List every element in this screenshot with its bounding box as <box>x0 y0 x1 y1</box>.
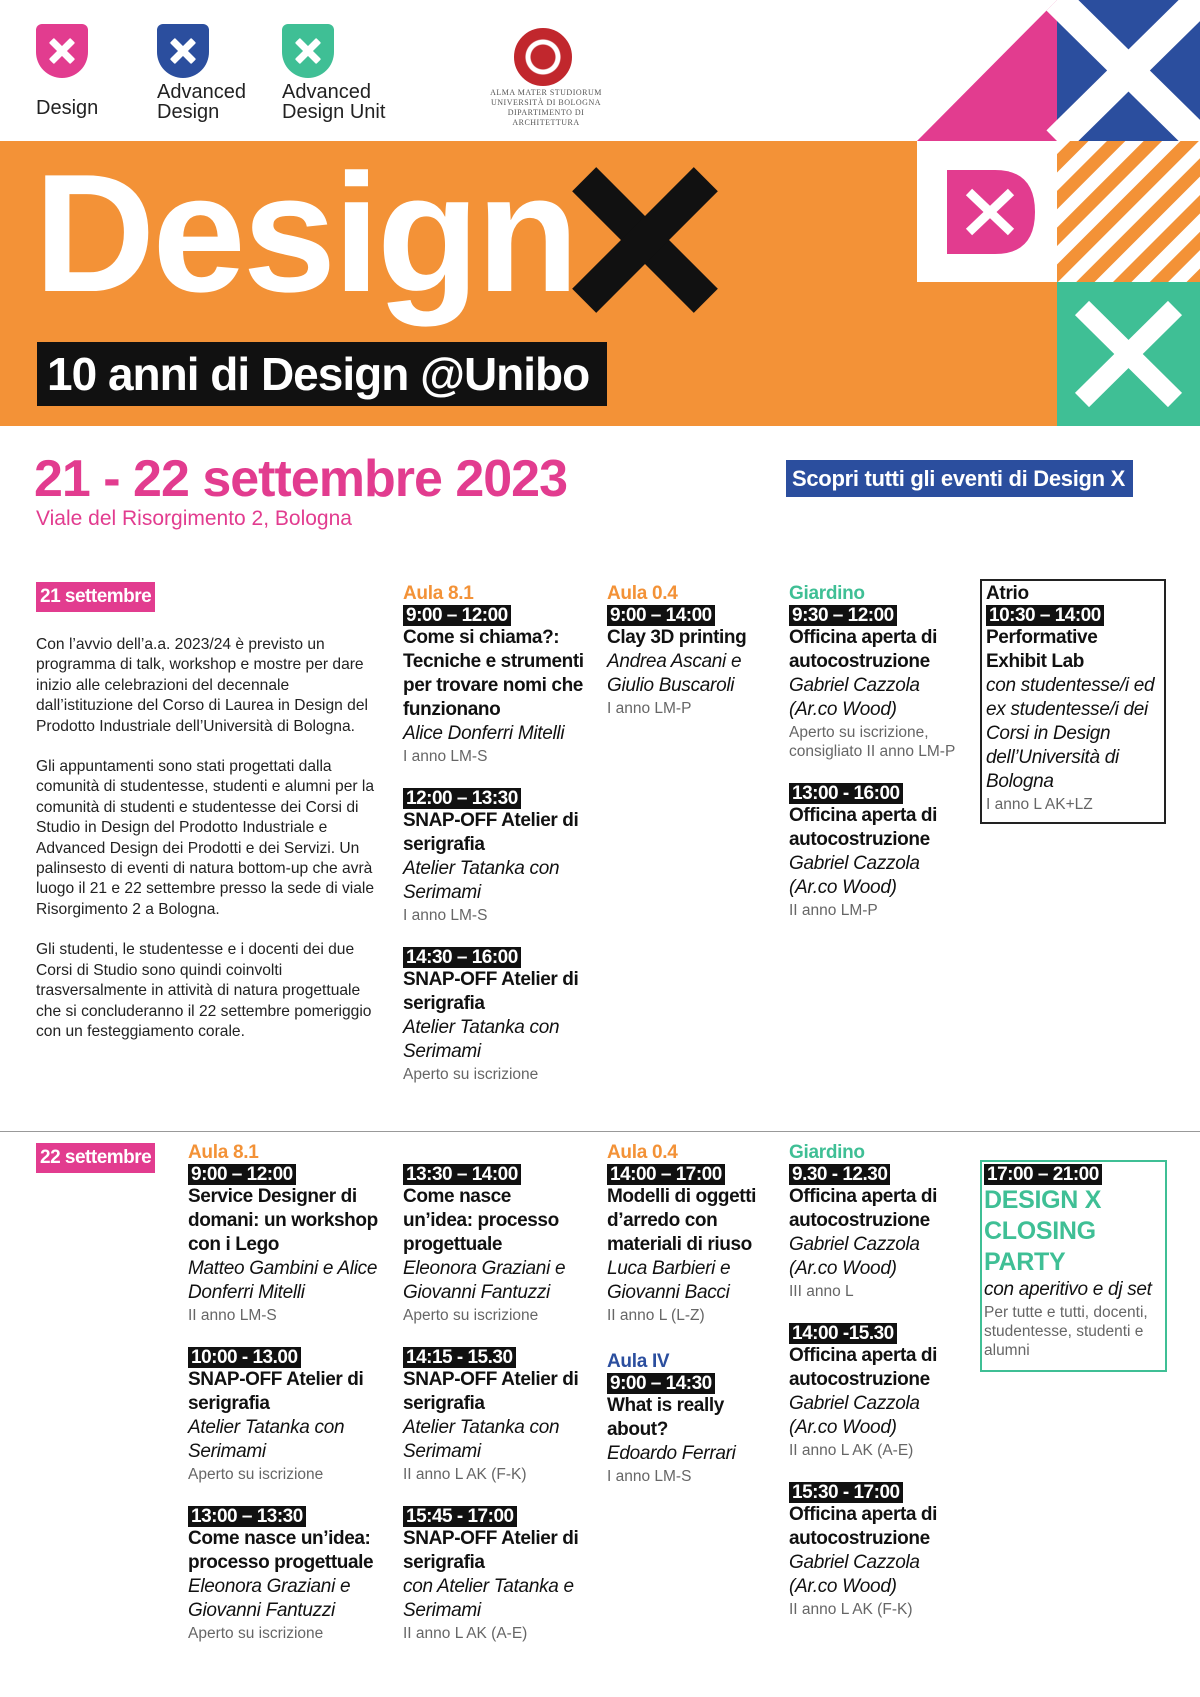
event-time: 17:00 – 21:00 <box>984 1164 1102 1185</box>
logo-label: Design <box>36 97 99 119</box>
schedule-column-giardino <box>789 1142 969 1641</box>
section-divider <box>0 1131 1200 1132</box>
event-item <box>188 1347 388 1484</box>
close-icon <box>282 24 334 78</box>
intro-paragraph: Gli studenti, le studentesse e i docenti dei due Corsi di Studio sono quindi coinvolti trasversalmente in attività di natura progettuale che si concluderanno il 22 settembre pomeriggio con un festeggiamento corale. <box>36 941 372 1040</box>
event-title: SNAP-OFF Atelier di serigrafia <box>403 1369 579 1414</box>
intro-paragraph: Con l’avvio dell’a.a. 2023/24 è previsto un programma di talk, workshop e mostre per dare inizio alle celebrazioni del decennale dall’istituzione del Corso di Laurea in Design del Prodotto Industriale dell’Università di Bologna. <box>36 636 368 735</box>
event-person: Eleonora Graziani e Giovanni Fantuzzi <box>188 1576 351 1621</box>
event-note: II anno L AK (F-K) <box>789 1601 913 1618</box>
university-name: ALMA MATER STUDIORUM UNIVERSITÀ DI BOLOGNA DIPARTIMENTO DI ARCHITETTURA <box>490 88 602 127</box>
event-note: II anno L AK (A-E) <box>403 1625 528 1642</box>
event-title: Officina aperta di autocostruzione <box>789 1345 938 1390</box>
event-note: Aperto su iscrizione <box>188 1466 324 1483</box>
event-time: 9.30 - 12.30 <box>789 1164 890 1185</box>
event-time: 9:00 – 14:00 <box>607 605 715 626</box>
venue-label: Aula 8.1 <box>188 1142 259 1163</box>
event-title: SNAP-OFF Atelier di serigrafia <box>403 1528 579 1573</box>
event-title: SNAP-OFF Atelier di serigrafia <box>188 1369 364 1414</box>
event-note: I anno L AK+LZ <box>986 796 1093 813</box>
venue-label: Giardino <box>789 583 865 604</box>
event-title: Performative Exhibit Lab <box>986 627 1098 672</box>
event-note: II anno L (L-Z) <box>607 1307 705 1324</box>
event-person: Luca Barbieri e Giovanni Bacci <box>607 1258 731 1303</box>
schedule-column-aula81-continued <box>403 1164 583 1665</box>
event-note: I anno LM-S <box>607 1468 692 1485</box>
event-note: II anno L AK (F-K) <box>403 1466 527 1483</box>
event-item <box>607 1373 773 1486</box>
page-title: Design <box>34 139 577 327</box>
event-note: II anno LM-P <box>789 902 878 919</box>
event-item <box>789 605 969 761</box>
event-person: Andrea Ascani e Giulio Buscaroli <box>607 651 742 696</box>
event-title: Come nasce un’idea: processo progettuale <box>188 1528 374 1573</box>
schedule-column-giardino <box>789 583 969 942</box>
logo-label: Advanced <box>157 81 246 103</box>
event-item <box>403 1506 583 1643</box>
decorative-graphic <box>917 0 1200 426</box>
event-time: 13:00 - 16:00 <box>789 783 903 804</box>
event-title: Come si chiama?: Tecniche e strumenti per trovare nomi che funzionano <box>403 627 584 720</box>
event-title: SNAP-OFF Atelier di serigrafia <box>403 969 579 1014</box>
event-time: 15:30 - 17:00 <box>789 1482 903 1503</box>
event-item <box>403 947 603 1084</box>
logo-label: Design Unit <box>282 101 386 123</box>
close-icon <box>36 24 88 78</box>
schedule-column-aula04 <box>607 1142 773 1508</box>
events-link-button[interactable]: Scopri tutti gli eventi di Design X <box>786 460 1133 497</box>
event-time: 13:00 – 13:30 <box>188 1506 306 1527</box>
venue-label: Atrio <box>986 583 1029 604</box>
event-title: Officina aperta di autocostruzione <box>789 627 938 672</box>
intro-paragraph: Gli appuntamenti sono stati progettati dalla comunità di studentesse, studenti e alumni per la comunità di studenti e studentesse dei Corsi di Studio in Design del Prodotto Industriale e Advanced Design dei Prodotti e dei Servizi. Un palinsesto di eventi di natura bottom-up che avrà luogo il 21 e 22 settembre presso la sede di viale Risorgimento 2 a Bologna. <box>36 758 375 918</box>
event-person: Gabriel Cazzola (Ar.co Wood) <box>789 675 920 720</box>
event-title: Modelli di oggetti d’arredo con materiali di riuso <box>607 1186 757 1255</box>
intro-text <box>36 635 386 1062</box>
event-time: 15:45 - 17:00 <box>403 1506 517 1527</box>
event-note: I anno LM-S <box>403 748 488 765</box>
logo-label: Advanced <box>282 81 371 103</box>
event-item <box>789 783 969 920</box>
event-person: Atelier Tatanka con Serimami <box>403 1417 560 1462</box>
close-icon <box>575 170 715 310</box>
event-title: Officina aperta di autocostruzione <box>789 805 938 850</box>
event-time: 9:30 – 12:00 <box>789 605 897 626</box>
venue-label: Aula IV <box>607 1351 670 1372</box>
event-time: 9:00 – 12:00 <box>403 605 511 626</box>
event-person: Eleonora Graziani e Giovanni Fantuzzi <box>403 1258 566 1303</box>
venue-label: Giardino <box>789 1142 865 1163</box>
event-item <box>403 605 603 766</box>
event-item <box>789 1164 969 1301</box>
event-title: Come nasce un’idea: processo progettuale <box>403 1186 559 1255</box>
event-person: con Atelier Tatanka e Serimami <box>403 1576 574 1621</box>
event-person: Gabriel Cazzola (Ar.co Wood) <box>789 1552 920 1597</box>
event-item <box>789 1482 969 1619</box>
event-item <box>607 1164 773 1325</box>
event-time: 9:00 – 14:30 <box>607 1373 715 1394</box>
event-note: III anno L <box>789 1283 854 1300</box>
event-note: II anno LM-S <box>188 1307 277 1324</box>
event-address: Viale del Risorgimento 2, Bologna <box>36 507 352 530</box>
event-time: 14:15 - 15.30 <box>403 1347 516 1368</box>
schedule-column-aula81 <box>403 583 603 1106</box>
venue-label: Aula 0.4 <box>607 1142 678 1163</box>
event-title: Service Designer di domani: un workshop con i Lego <box>188 1186 378 1255</box>
logo-label: Design <box>157 101 220 123</box>
venue-label: Aula 8.1 <box>403 583 474 604</box>
event-note: Aperto su iscrizione, consigliato II anno LM-P <box>789 724 956 760</box>
event-item <box>188 1506 388 1643</box>
event-time: 13:30 – 14:00 <box>403 1164 521 1185</box>
event-item <box>607 605 767 718</box>
event-note: Aperto su iscrizione <box>403 1307 539 1324</box>
event-time: 12:00 – 13:30 <box>403 788 521 809</box>
event-note: Per tutte e tutti, docenti, studentesse, studenti e alumni <box>984 1304 1148 1359</box>
event-person: Atelier Tatanka con Serimami <box>403 1017 560 1062</box>
university-seal-logo <box>514 28 572 86</box>
event-person: Gabriel Cazzola (Ar.co Wood) <box>789 1393 920 1438</box>
event-person: con studentesse/i ed ex studentesse/i dei Corsi in Design dell’Università di Bologna <box>986 675 1155 792</box>
event-title: DESIGN X CLOSING PARTY <box>984 1186 1102 1276</box>
event-title: SNAP-OFF Atelier di serigrafia <box>403 810 579 855</box>
schedule-column-aula81 <box>188 1142 388 1665</box>
venue-label: Aula 0.4 <box>607 583 678 604</box>
event-person: Alice Donferri Mitelli <box>403 723 565 744</box>
day-tag: 21 settembre <box>36 582 155 612</box>
closing-party-box <box>980 1160 1167 1372</box>
event-person: Atelier Tatanka con Serimami <box>188 1417 345 1462</box>
event-note: Aperto su iscrizione <box>403 1066 539 1083</box>
event-person: Gabriel Cazzola (Ar.co Wood) <box>789 853 920 898</box>
event-item <box>789 1323 969 1460</box>
event-note: Aperto su iscrizione <box>188 1625 324 1642</box>
event-person: Matteo Gambini e Alice Donferri Mitelli <box>188 1258 378 1303</box>
event-note: I anno LM-S <box>403 907 488 924</box>
event-dates: 21 - 22 settembre 2023 <box>34 450 568 508</box>
event-person: con aperitivo e dj set <box>984 1279 1152 1300</box>
event-note: I anno LM-P <box>607 700 692 717</box>
close-icon <box>157 24 209 78</box>
event-item <box>188 1164 388 1325</box>
event-time: 10:00 - 13.00 <box>188 1347 301 1368</box>
schedule-column-atrio <box>980 579 1166 824</box>
event-person: Atelier Tatanka con Serimami <box>403 858 560 903</box>
event-item <box>403 1347 583 1484</box>
event-person: Edoardo Ferrari <box>607 1443 736 1464</box>
event-item <box>986 605 1160 814</box>
advanced-design-unit-logo <box>282 24 385 122</box>
event-title: Clay 3D printing <box>607 627 747 648</box>
schedule-column-aula04 <box>607 583 767 740</box>
event-item <box>403 788 603 925</box>
event-time: 14:00 – 17:00 <box>607 1164 725 1185</box>
event-title: Officina aperta di autocostruzione <box>789 1186 938 1231</box>
event-time: 10:30 – 14:00 <box>986 605 1104 626</box>
pattern-graphic <box>917 0 1200 426</box>
advanced-design-logo <box>157 24 246 122</box>
event-time: 14:30 – 16:00 <box>403 947 521 968</box>
event-title: Officina aperta di autocostruzione <box>789 1504 938 1549</box>
event-time: 9:00 – 12:00 <box>188 1164 296 1185</box>
page-subtitle: 10 anni di Design @Unibo <box>37 342 607 406</box>
event-person: Gabriel Cazzola (Ar.co Wood) <box>789 1234 920 1279</box>
day-tag: 22 settembre <box>36 1143 155 1173</box>
design-logo <box>36 24 98 118</box>
event-note: II anno L AK (A-E) <box>789 1442 914 1459</box>
event-title: What is really about? <box>607 1395 724 1440</box>
event-time: 14:00 -15.30 <box>789 1323 897 1344</box>
event-item <box>403 1164 583 1325</box>
